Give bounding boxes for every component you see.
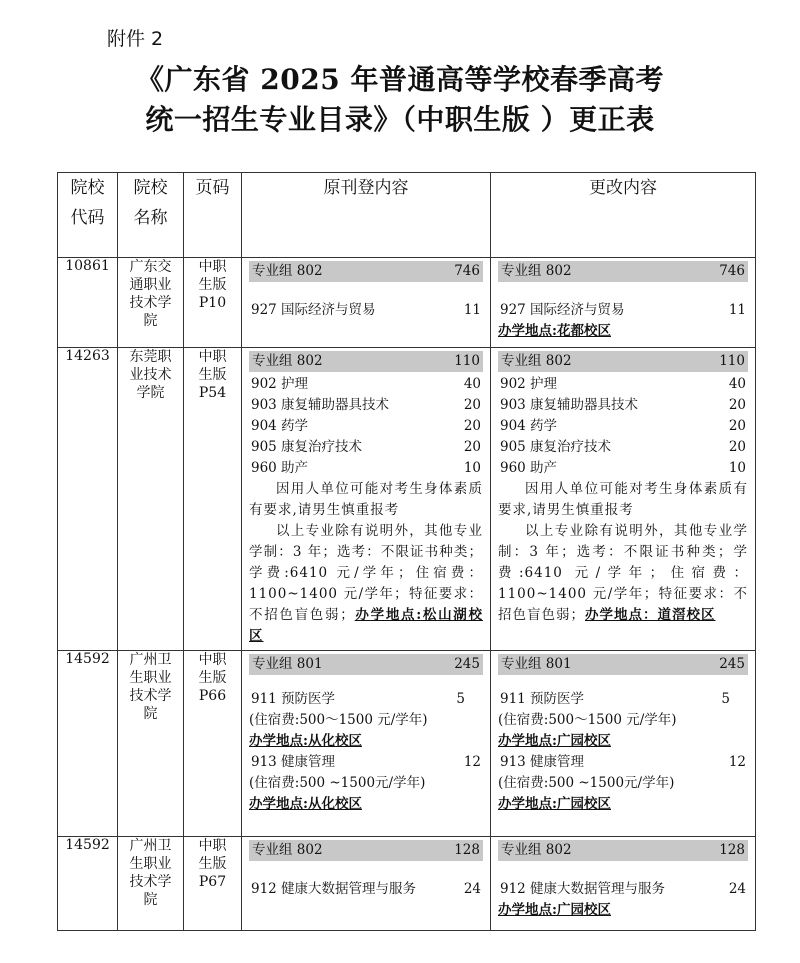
major-quota: 20: [463, 439, 481, 455]
major-group-bar: [498, 351, 748, 372]
major-group-count: 746: [454, 263, 480, 279]
major-quota: 20: [728, 397, 746, 413]
school-name-line: 东莞职: [129, 349, 172, 365]
header-row: [58, 173, 756, 258]
major-name: 905 康复治疗技术: [251, 439, 363, 455]
major-item: [249, 395, 483, 416]
table-row: [58, 651, 756, 837]
header-school-code: [58, 173, 118, 258]
school-name: [118, 837, 184, 931]
major-quota: 11: [463, 302, 481, 318]
header-corrected-content: 更改内容: [491, 173, 756, 258]
header-school-name-l1: 院校: [133, 178, 168, 198]
major-item: [249, 752, 483, 773]
major-item: [249, 416, 483, 437]
major-name: 905 康复治疗技术: [500, 439, 612, 455]
major-group-bar: [249, 261, 483, 282]
major-item: [498, 879, 748, 900]
dorm-fee: (住宿费:500 ~1500元/学年): [498, 775, 675, 791]
school-name-line: 技术学: [129, 688, 172, 704]
page-ref: [184, 651, 242, 837]
school-name-line: 院: [143, 706, 158, 722]
original-content: [242, 837, 491, 931]
page-ref: [184, 258, 242, 348]
major-name: 903 康复辅助器具技术: [251, 397, 390, 413]
major-quota: 5: [456, 691, 465, 707]
page-ref-line: 生版: [198, 670, 227, 686]
major-group-label: 专业组 801: [252, 656, 323, 672]
major-quota: 24: [728, 881, 746, 897]
school-code: 14592: [58, 651, 118, 837]
major-group-label: 专业组 802: [252, 842, 323, 858]
major-item: [249, 437, 483, 458]
school-name-line: 技术学: [129, 874, 172, 890]
campus-location: 办学地点:广园校区: [498, 902, 611, 918]
major-quota: 40: [463, 376, 481, 392]
program-details-text: 以上专业除有说明外，其他专业学制：3 年；选考：不限证书种类；学费:6410 元/学年；住宿费：1100~1400 元/学年；特征要求：不招色盲色弱；: [249, 523, 483, 623]
major-item: [498, 437, 748, 458]
table-row: [58, 348, 756, 651]
page-ref-line: 中职: [198, 838, 227, 854]
major-group-label: 专业组 802: [252, 263, 323, 279]
school-name-line: 学院: [136, 385, 165, 401]
table-row: [58, 837, 756, 931]
major-quota: 5: [721, 691, 730, 707]
program-details-note: [498, 521, 748, 626]
school-name: [118, 258, 184, 348]
major-item: [498, 374, 748, 395]
campus-location: 办学地点:广园校区: [498, 733, 611, 749]
major-quota: 20: [728, 439, 746, 455]
major-item: [498, 300, 748, 321]
major-name: 927 国际经济与贸易: [500, 302, 625, 318]
program-details-note: [249, 521, 483, 647]
major-quota: 20: [728, 418, 746, 434]
program-details-text: 以上专业除有说明外，其他专业学制：3 年；选考：不限证书种类；学费:6410 元/学年；住宿费：1100~1400 元/学年；特征要求：不招色盲色弱；: [498, 523, 748, 623]
major-name: 902 护理: [251, 376, 309, 392]
major-group-label: 专业组 802: [501, 263, 572, 279]
corrected-content: [491, 651, 756, 837]
major-quota: 24: [463, 881, 481, 897]
major-quota: 10: [463, 460, 481, 476]
page-ref-line: P10: [198, 295, 227, 311]
school-name-line: 生职业: [129, 856, 172, 872]
campus-location: 办学地点:花都校区: [498, 323, 611, 339]
school-name-line: 广东交: [129, 259, 172, 275]
correction-table: [57, 172, 756, 931]
major-group-bar: [498, 654, 748, 675]
table-row: [58, 258, 756, 348]
school-name-line: 广州卫: [129, 838, 172, 854]
major-item: [249, 689, 483, 710]
page-ref: [184, 348, 242, 651]
major-quota: 11: [728, 302, 746, 318]
page-ref-line: P66: [198, 688, 227, 704]
major-name: 927 国际经济与贸易: [251, 302, 376, 318]
school-name-line: 广州卫: [129, 652, 172, 668]
page-ref-line: P67: [198, 874, 227, 890]
major-item: [498, 395, 748, 416]
page-ref-line: 中职: [198, 652, 227, 668]
attachment-label: 附件 2: [107, 28, 164, 50]
major-name: 903 康复辅助器具技术: [500, 397, 639, 413]
admission-note: 因用人单位可能对考生身体素质有要求,请男生慎重报考: [249, 481, 483, 518]
original-content: [242, 258, 491, 348]
major-name: 912 健康大数据管理与服务: [500, 881, 666, 897]
major-group-count: 128: [454, 842, 480, 858]
dorm-fee: (住宿费:500～1500 元/学年): [498, 712, 677, 728]
major-item: [498, 689, 748, 710]
major-name: 913 健康管理: [500, 754, 585, 770]
school-name-line: 院: [143, 892, 158, 908]
major-group-count: 110: [454, 353, 480, 369]
school-name-line: 技术学: [129, 295, 172, 311]
corrected-content: [491, 837, 756, 931]
page-ref-line: 生版: [198, 277, 227, 293]
corrected-content: [491, 348, 756, 651]
page-ref-line: 生版: [198, 367, 227, 383]
major-group-label: 专业组 802: [501, 353, 572, 369]
major-group-bar: [249, 351, 483, 372]
major-group-count: 110: [719, 353, 745, 369]
document-title-line2: 统一招生专业目录》（中职生版 ）更正表: [145, 103, 655, 136]
corrected-content: [491, 258, 756, 348]
header-school-name: [118, 173, 184, 258]
major-group-count: 128: [719, 842, 745, 858]
major-quota: 12: [728, 754, 746, 770]
major-name: 911 预防医学: [251, 691, 336, 707]
major-group-bar: [249, 654, 483, 675]
major-name: 904 药学: [251, 418, 309, 434]
major-item: [249, 374, 483, 395]
dorm-fee: (住宿费:500 ~1500元/学年): [249, 775, 426, 791]
header-original-content: 原刊登内容: [242, 173, 491, 258]
campus-location: 办学地点:广园校区: [498, 796, 611, 812]
major-name: 904 药学: [500, 418, 558, 434]
major-item: [249, 879, 483, 900]
page-ref: [184, 837, 242, 931]
major-name: 911 预防医学: [500, 691, 585, 707]
header-school-code-l1: 院校: [70, 178, 105, 198]
major-quota: 10: [728, 460, 746, 476]
major-group-label: 专业组 802: [252, 353, 323, 369]
school-name-line: 业技术: [129, 367, 172, 383]
major-name: 913 健康管理: [251, 754, 336, 770]
document-title-line1: 《广东省 2025 年普通高等学校春季高考: [136, 63, 664, 96]
campus-location: 办学地点:松山湖校区: [249, 607, 484, 644]
school-name: [118, 348, 184, 651]
major-group-bar: [249, 840, 483, 861]
major-item: [249, 458, 483, 479]
page-ref-line: 生版: [198, 856, 227, 872]
major-item: [498, 416, 748, 437]
major-group-count: 245: [454, 656, 480, 672]
school-name: [118, 651, 184, 837]
school-name-line: 院: [143, 313, 158, 329]
major-name: 912 健康大数据管理与服务: [251, 881, 417, 897]
major-group-bar: [498, 840, 748, 861]
school-name-line: 通职业: [129, 277, 172, 293]
major-group-count: 245: [719, 656, 745, 672]
original-content: [242, 651, 491, 837]
page-ref-line: P54: [198, 385, 227, 401]
major-quota: 12: [463, 754, 481, 770]
school-code: 10861: [58, 258, 118, 348]
major-group-label: 专业组 801: [501, 656, 572, 672]
major-quota: 40: [728, 376, 746, 392]
major-quota: 20: [463, 397, 481, 413]
dorm-fee: (住宿费:500～1500 元/学年): [249, 712, 428, 728]
page-ref-line: 中职: [198, 349, 227, 365]
original-content: [242, 348, 491, 651]
page-ref-line: 中职: [198, 259, 227, 275]
header-school-code-l2: 代码: [70, 208, 105, 228]
major-group-bar: [498, 261, 748, 282]
major-group-count: 746: [719, 263, 745, 279]
major-name: 902 护理: [500, 376, 558, 392]
campus-location: 办学地点:从化校区: [249, 733, 362, 749]
school-name-line: 生职业: [129, 670, 172, 686]
major-group-label: 专业组 802: [501, 842, 572, 858]
major-quota: 20: [463, 418, 481, 434]
header-school-name-l2: 名称: [133, 208, 168, 228]
school-code: 14263: [58, 348, 118, 651]
major-item: [249, 300, 483, 321]
major-item: [498, 752, 748, 773]
school-code: 14592: [58, 837, 118, 931]
admission-note: 因用人单位可能对考生身体素质有要求,请男生慎重报考: [498, 481, 748, 518]
campus-location: 办学地点:从化校区: [249, 796, 362, 812]
major-name: 960 助产: [251, 460, 309, 476]
campus-location: 办学地点：道滘校区: [585, 607, 716, 623]
major-name: 960 助产: [500, 460, 558, 476]
major-item: [498, 458, 748, 479]
header-page: 页码: [184, 173, 242, 258]
